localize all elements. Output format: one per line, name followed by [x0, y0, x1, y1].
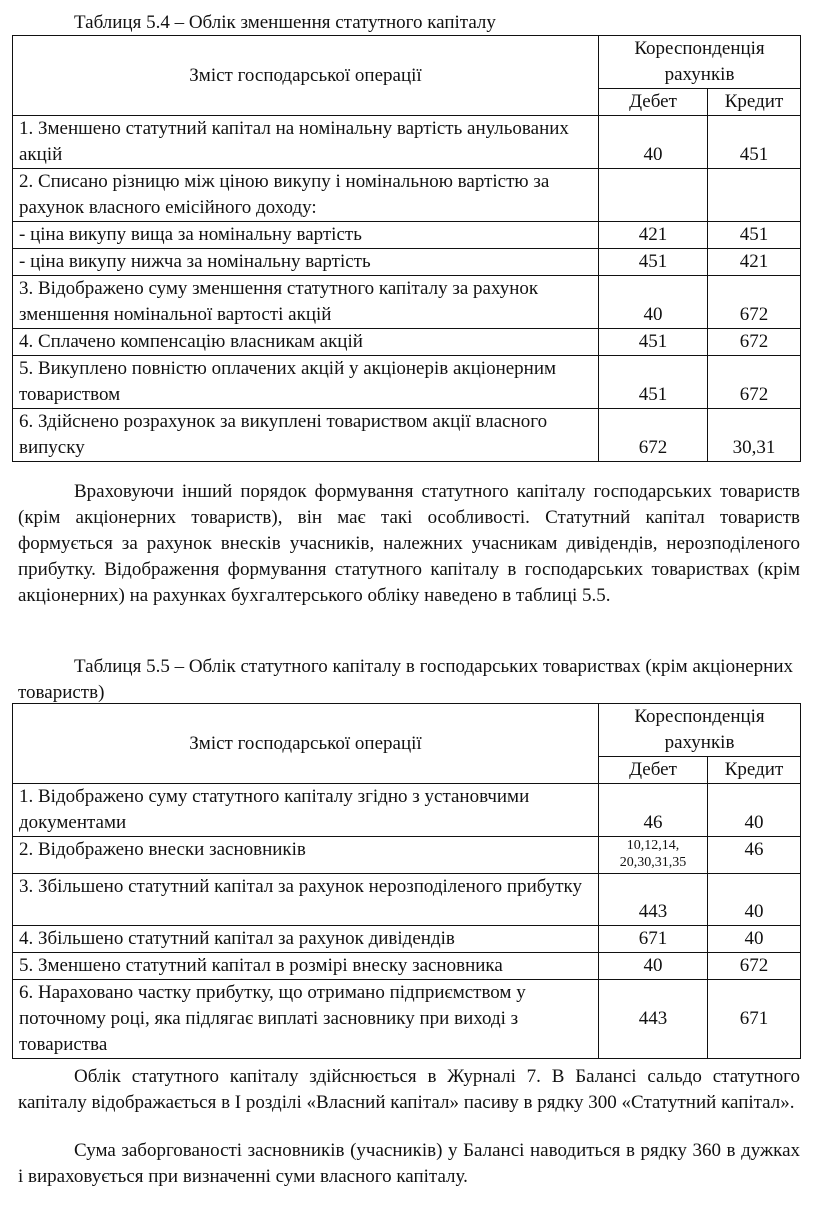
row-text: 4. Збільшено статутний капітал за рахунок дивідендів [13, 926, 599, 953]
table-row [13, 329, 801, 356]
row-debit: 451 [599, 329, 708, 356]
row-credit: 451 [708, 222, 801, 249]
header-debit: Дебет [599, 757, 708, 784]
row-text: 4. Сплачено компенсацію власникам акцій [13, 329, 599, 356]
row-debit: 443 [599, 980, 708, 1059]
row-credit: 40 [708, 784, 801, 837]
header-content: Зміст господарської операції [13, 36, 599, 116]
row-debit [599, 169, 708, 222]
row-credit: 672 [708, 276, 801, 329]
header-correspondence: Кореспонденція рахунків [599, 36, 801, 89]
row-text: 1. Зменшено статутний капітал на номінальну вартість анульованих акцій [13, 116, 599, 169]
row-text: 2. Списано різницю між ціною викупу і номінальною вартістю за рахунок власного емісійного доходу: [13, 169, 599, 222]
row-debit: 40 [599, 116, 708, 169]
table-row [13, 837, 801, 874]
row-credit: 451 [708, 116, 801, 169]
row-debit: 671 [599, 926, 708, 953]
row-credit: 40 [708, 926, 801, 953]
row-debit: 40 [599, 276, 708, 329]
table-row [13, 409, 801, 462]
table-row [13, 276, 801, 329]
paragraph: Сума заборгованості засновників (учасників) у Балансі наводиться в рядку 360 в дужках і вираховується при визначенні суми власного капіталу. [18, 1140, 800, 1187]
row-debit: 672 [599, 409, 708, 462]
row-credit [708, 169, 801, 222]
row-debit: 451 [599, 249, 708, 276]
row-text: - ціна викупу нижча за номінальну вартість [13, 249, 599, 276]
row-text: - ціна викупу вища за номінальну вартість [13, 222, 599, 249]
table-row [13, 222, 801, 249]
row-credit: 40 [708, 874, 801, 926]
table-row [13, 249, 801, 276]
row-text: 5. Зменшено статутний капітал в розмірі внеску засновника [13, 953, 599, 980]
row-credit: 671 [708, 980, 801, 1059]
header-correspondence: Кореспонденція рахунків [599, 704, 801, 757]
row-debit: 46 [599, 784, 708, 837]
table2 [12, 703, 801, 1059]
header-content: Зміст господарської операції [13, 704, 599, 784]
header-credit: Кредит [708, 757, 801, 784]
paragraph: Облік статутного капіталу здійснюється в Журналі 7. В Балансі сальдо статутного капіталу відображається в І розділі «Власний капітал» пасиву в рядку 300 «Статутний капітал». [18, 1066, 800, 1113]
row-text: 1. Відображено суму статутного капіталу згідно з установчими документами [13, 784, 599, 837]
paragraph: Враховуючи інший порядок формування статутного капіталу господарських товариств (крім акціонерних товариств), він має такі особливості. Статутний капітал товариств формується за рахунок внесків учасників, належних учасникам дивідендів, нерозподіленого прибутку. Відображення формування статутного капіталу в господарських товариствах (крім акціонерних) на рахунках бухгалтерського обліку наведено в таблиці 5.5. [18, 481, 800, 606]
table1 [12, 35, 801, 462]
row-credit: 30,31 [708, 409, 801, 462]
table1-caption: Таблиця 5.4 – Облік зменшення статутного капіталу [74, 12, 496, 33]
row-text: 3. Відображено суму зменшення статутного капіталу за рахунок зменшення номінальної вартості акцій [13, 276, 599, 329]
row-debit: 451 [599, 356, 708, 409]
table2-caption: Таблиця 5.5 – Облік статутного капіталу в господарських товариствах (крім акціонерних товариств) [18, 656, 794, 703]
row-debit: 421 [599, 222, 708, 249]
table-row [13, 116, 801, 169]
row-text: 5. Викуплено повністю оплачених акцій у акціонерів акціонерним товариством [13, 356, 599, 409]
table-row [13, 874, 801, 926]
row-credit: 672 [708, 329, 801, 356]
row-debit: 443 [599, 874, 708, 926]
table-row [13, 356, 801, 409]
table-row [13, 980, 801, 1059]
header-credit: Кредит [708, 89, 801, 116]
row-text: 2. Відображено внески засновників [13, 837, 599, 874]
row-debit: 10,12,14, 20,30,31,35 [599, 837, 708, 874]
row-text: 6. Здійснено розрахунок за викуплені товариством акції власного випуску [13, 409, 599, 462]
header-debit: Дебет [599, 89, 708, 116]
table-row [13, 926, 801, 953]
row-credit: 672 [708, 953, 801, 980]
table-row [13, 784, 801, 837]
row-text: 6. Нараховано частку прибутку, що отримано підприємством у поточному році, яка підлягає виплаті засновнику при виході з товариства [13, 980, 599, 1059]
row-text: 3. Збільшено статутний капітал за рахунок нерозподіленого прибутку [13, 874, 599, 926]
table-row [13, 953, 801, 980]
row-credit: 46 [708, 837, 801, 874]
table-row [13, 169, 801, 222]
row-credit: 421 [708, 249, 801, 276]
row-debit: 40 [599, 953, 708, 980]
row-credit: 672 [708, 356, 801, 409]
